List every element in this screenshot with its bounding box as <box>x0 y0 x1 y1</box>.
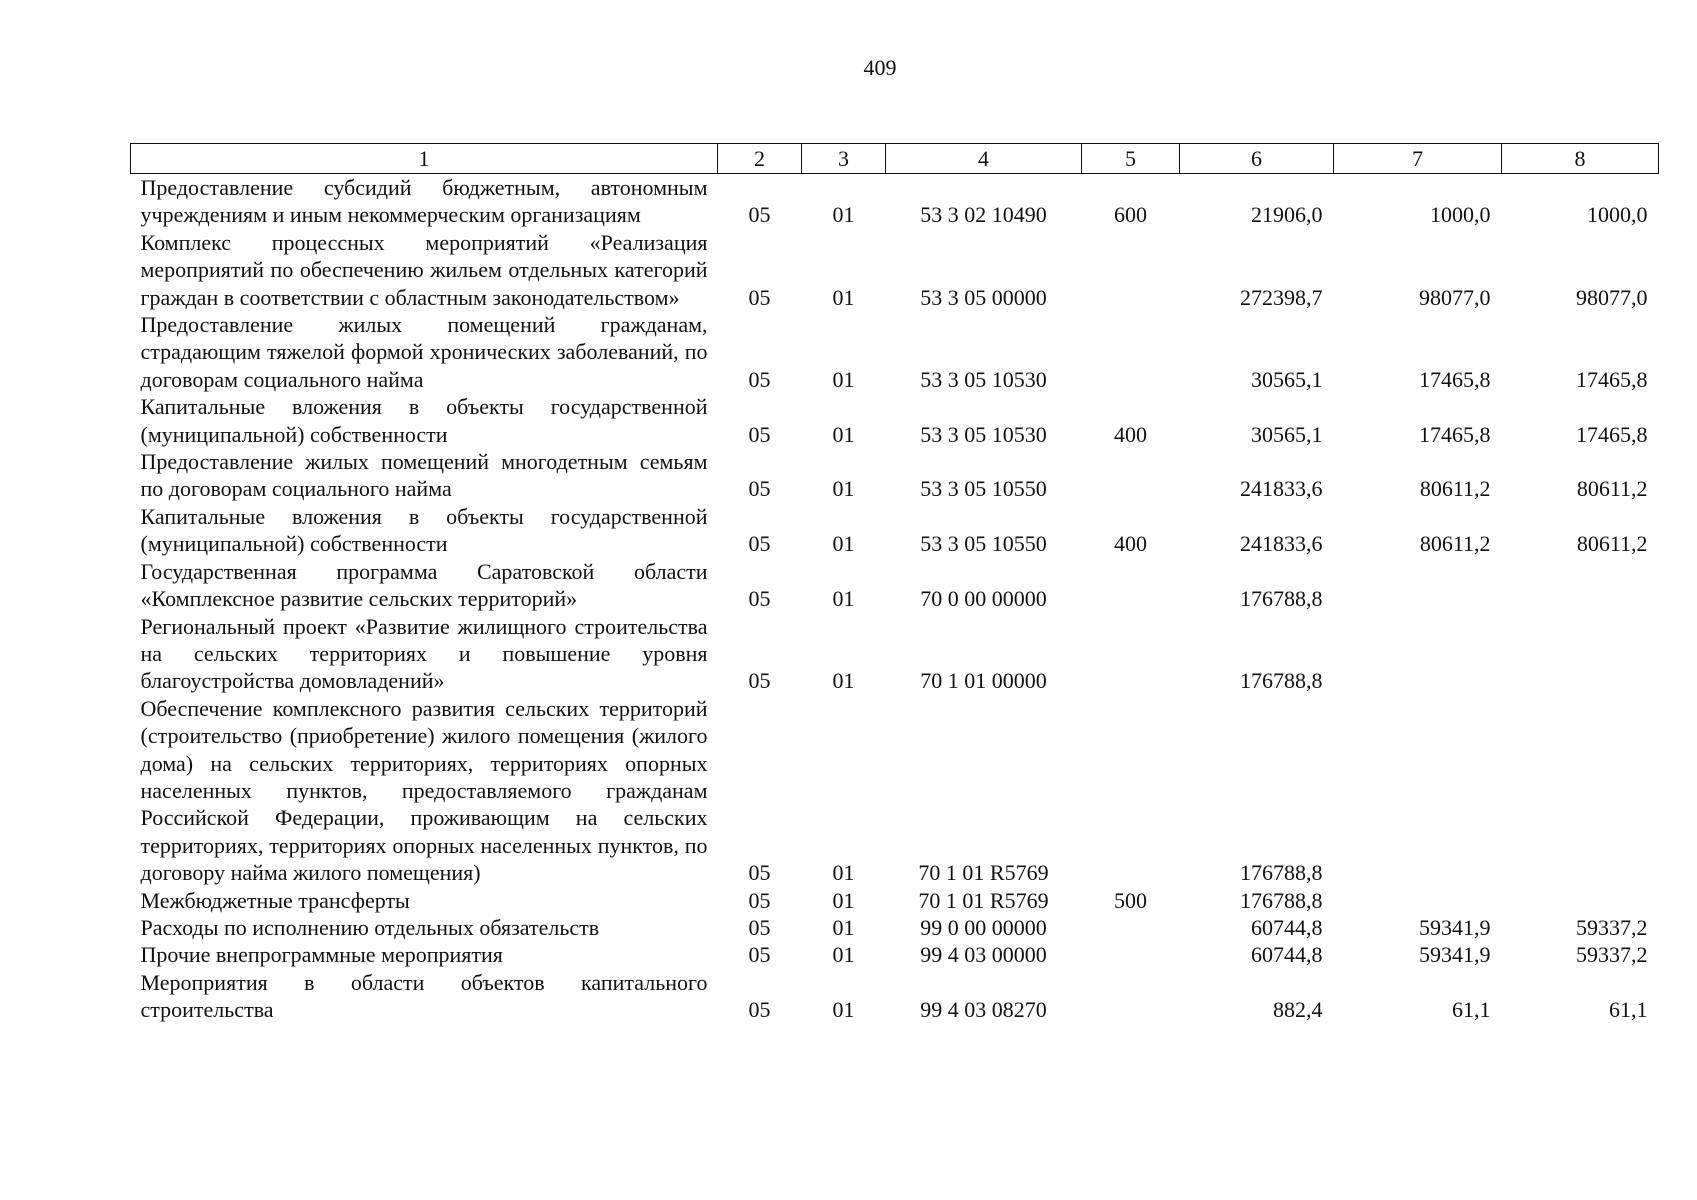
table-row <box>131 613 1659 695</box>
table-row <box>131 448 1659 503</box>
expense-type-code <box>1082 229 1180 311</box>
section-code: 05 <box>748 942 771 968</box>
amount-col-8: 59337,2 <box>1576 942 1648 968</box>
amount-col-6: 21906,0 <box>1251 202 1323 228</box>
section-code: 05 <box>748 887 771 913</box>
target-article-code: 53 3 05 10530 <box>920 421 1047 447</box>
column-header-6: 6 <box>1180 144 1334 174</box>
section-code: 05 <box>748 997 771 1023</box>
table-header <box>131 144 1659 174</box>
target-article-code: 99 4 03 00000 <box>920 942 1047 968</box>
subsection-code: 01 <box>832 531 855 557</box>
section-code: 05 <box>748 366 771 392</box>
amount-col-8: 80611,2 <box>1576 531 1648 557</box>
amount-col-6: 30565,1 <box>1251 366 1323 392</box>
amount-col-6: 30565,1 <box>1251 421 1323 447</box>
amount-col-7: 80611,2 <box>1419 531 1491 557</box>
row-name: Межбюджетные трансферты <box>140 887 410 913</box>
expense-type-code: 600 <box>1114 202 1147 228</box>
table-row <box>131 311 1659 393</box>
table-row <box>131 941 1659 968</box>
column-header-8: 8 <box>1502 144 1659 174</box>
target-article-code: 53 3 05 10530 <box>920 366 1047 392</box>
amount-col-7 <box>1334 613 1502 695</box>
column-header-5: 5 <box>1082 144 1180 174</box>
table-row <box>131 229 1659 311</box>
row-name: Предоставление жилых помещений гражданам, страдающим тяжелой формой хронических заболеваний, по договорам социального найма <box>140 312 708 392</box>
expense-type-code <box>1082 969 1180 1024</box>
expense-type-code: 400 <box>1114 421 1147 447</box>
column-header-1: 1 <box>131 144 718 174</box>
expense-type-code <box>1082 448 1180 503</box>
table-row <box>131 969 1659 1024</box>
header-row <box>131 144 1659 174</box>
table-row <box>131 558 1659 613</box>
expense-type-code <box>1082 613 1180 695</box>
subsection-code: 01 <box>832 860 855 886</box>
table-row <box>131 887 1659 914</box>
subsection-code: 01 <box>832 997 855 1023</box>
amount-col-7: 61,1 <box>1452 997 1491 1023</box>
subsection-code: 01 <box>832 914 855 940</box>
amount-col-6: 176788,8 <box>1240 860 1323 886</box>
amount-col-8: 17465,8 <box>1576 421 1648 447</box>
table-row <box>131 393 1659 448</box>
row-name: Расходы по исполнению отдельных обязательств <box>140 914 600 940</box>
row-name: Мероприятия в области объектов капитального строительства <box>140 969 708 1023</box>
amount-col-8: 17465,8 <box>1576 366 1648 392</box>
amount-col-7: 59341,9 <box>1419 942 1491 968</box>
subsection-code: 01 <box>832 887 855 913</box>
section-code: 05 <box>748 421 771 447</box>
amount-col-8: 98077,0 <box>1576 284 1648 310</box>
amount-col-7 <box>1334 887 1502 914</box>
row-name: Предоставление субсидий бюджетным, автономным учреждениям и иным некоммерческим организациям <box>140 175 708 228</box>
subsection-code: 01 <box>832 942 855 968</box>
subsection-code: 01 <box>832 476 855 502</box>
row-name: Капитальные вложения в объекты государственной (муниципальной) собственности <box>140 394 708 447</box>
target-article-code: 70 1 01 00000 <box>920 668 1047 694</box>
expense-type-code <box>1082 914 1180 941</box>
table-row <box>131 174 1659 229</box>
target-article-code: 53 3 05 00000 <box>920 284 1047 310</box>
target-article-code: 99 4 03 08270 <box>920 997 1047 1023</box>
amount-col-6: 176788,8 <box>1240 668 1323 694</box>
amount-col-7: 17465,8 <box>1419 366 1491 392</box>
row-name: Предоставление жилых помещений многодетным семьям по договорам социального найма <box>140 449 708 502</box>
expense-type-code <box>1082 558 1180 613</box>
amount-col-6: 176788,8 <box>1240 887 1323 913</box>
amount-col-8: 1000,0 <box>1587 202 1648 228</box>
table-body <box>131 174 1659 1024</box>
subsection-code: 01 <box>832 202 855 228</box>
expense-type-code: 500 <box>1114 887 1147 913</box>
row-name: Прочие внепрограммные мероприятия <box>140 942 503 968</box>
amount-col-6: 60744,8 <box>1251 914 1323 940</box>
amount-col-8 <box>1502 558 1659 613</box>
subsection-code: 01 <box>832 668 855 694</box>
target-article-code: 53 3 05 10550 <box>920 531 1047 557</box>
target-article-code: 53 3 02 10490 <box>920 202 1047 228</box>
amount-col-7: 59341,9 <box>1419 914 1491 940</box>
row-name: Капитальные вложения в объекты государственной (муниципальной) собственности <box>140 503 708 557</box>
amount-col-8 <box>1502 613 1659 695</box>
subsection-code: 01 <box>832 586 855 612</box>
column-header-3: 3 <box>802 144 886 174</box>
subsection-code: 01 <box>832 366 855 392</box>
expense-type-code <box>1082 311 1180 393</box>
table-row <box>131 695 1659 887</box>
amount-col-6: 241833,6 <box>1240 531 1323 557</box>
column-header-2: 2 <box>718 144 802 174</box>
amount-col-7 <box>1334 558 1502 613</box>
amount-col-7: 80611,2 <box>1419 476 1491 502</box>
budget-table <box>130 143 1659 1024</box>
amount-col-6: 176788,8 <box>1240 586 1323 612</box>
section-code: 05 <box>748 586 771 612</box>
amount-col-8 <box>1502 887 1659 914</box>
section-code: 05 <box>748 284 771 310</box>
target-article-code: 53 3 05 10550 <box>920 476 1047 502</box>
target-article-code: 70 1 01 R5769 <box>918 860 1049 886</box>
subsection-code: 01 <box>832 284 855 310</box>
amount-col-7: 1000,0 <box>1430 202 1491 228</box>
section-code: 05 <box>748 914 771 940</box>
amount-col-6: 60744,8 <box>1251 942 1323 968</box>
column-header-7: 7 <box>1334 144 1502 174</box>
expense-type-code <box>1082 941 1180 968</box>
section-code: 05 <box>748 668 771 694</box>
amount-col-8: 61,1 <box>1609 997 1648 1023</box>
row-name: Комплекс процессных мероприятий «Реализация мероприятий по обеспечению жильем отдельных категорий граждан в соответствии с областным законодательством» <box>140 229 708 310</box>
amount-col-8: 80611,2 <box>1576 476 1648 502</box>
section-code: 05 <box>748 860 771 886</box>
amount-col-8: 59337,2 <box>1576 914 1648 940</box>
row-name: Обеспечение комплексного развития сельских территорий (строительство (приобретение) жилого помещения (жилого дома) на сельских территориях, территориях опорных населенных пунктов, предоставляемого гражданам Российской Федерации, проживающим на сельских территориях, территориях опорных населенных пунктов, по договору найма жилого помещения) <box>140 695 708 886</box>
row-name: Государственная программа Саратовской области «Комплексное развитие сельских территорий» <box>140 558 708 612</box>
expense-type-code <box>1082 695 1180 887</box>
section-code: 05 <box>748 531 771 557</box>
amount-col-7: 98077,0 <box>1419 284 1491 310</box>
table-row <box>131 914 1659 941</box>
amount-col-6: 882,4 <box>1273 997 1323 1023</box>
amount-col-6: 272398,7 <box>1240 284 1323 310</box>
section-code: 05 <box>748 476 771 502</box>
subsection-code: 01 <box>832 421 855 447</box>
column-header-4: 4 <box>886 144 1082 174</box>
amount-col-8 <box>1502 695 1659 887</box>
page-number: 409 <box>863 55 897 80</box>
expense-type-code: 400 <box>1114 531 1147 557</box>
target-article-code: 70 0 00 00000 <box>920 586 1047 612</box>
section-code: 05 <box>748 202 771 228</box>
amount-col-6: 241833,6 <box>1240 476 1323 502</box>
amount-col-7: 17465,8 <box>1419 421 1491 447</box>
target-article-code: 99 0 00 00000 <box>920 914 1047 940</box>
table-row <box>131 503 1659 558</box>
row-name: Региональный проект «Развитие жилищного строительства на сельских территориях и повышение уровня благоустройства домовладений» <box>140 613 708 694</box>
amount-col-7 <box>1334 695 1502 887</box>
target-article-code: 70 1 01 R5769 <box>918 887 1049 913</box>
